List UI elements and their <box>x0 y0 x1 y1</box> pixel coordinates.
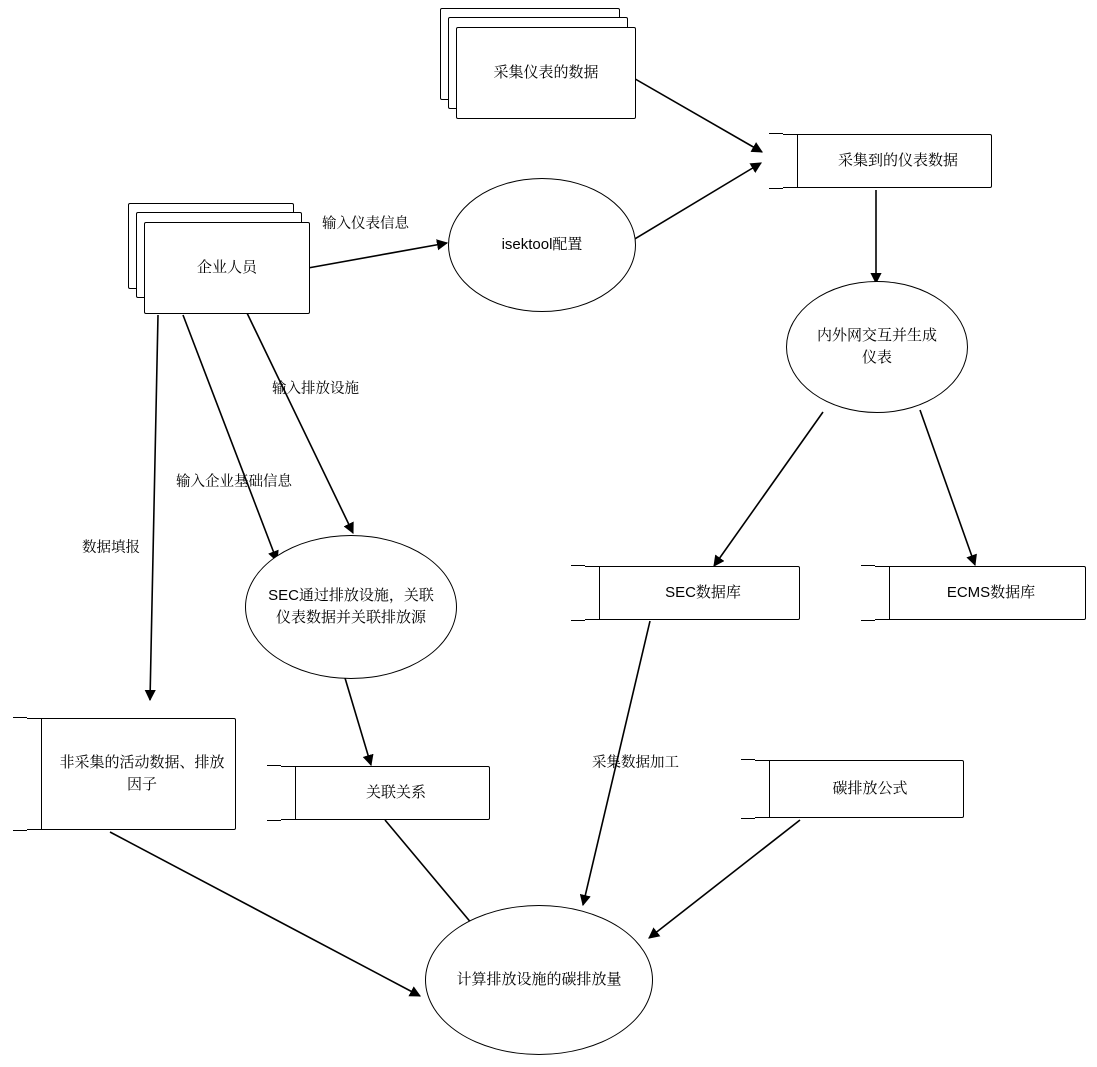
node-label: 关联关系 <box>365 784 426 802</box>
node-label: SEC数据库 <box>665 584 741 602</box>
node-label: 采集仪表的数据 <box>493 64 599 82</box>
edge-label-input-enterprise-basic: 输入企业基础信息 <box>176 474 292 490</box>
edge-secrelate-to-relation <box>345 678 371 765</box>
node-enterprise-staff[interactable] <box>144 222 310 314</box>
store-divider <box>769 761 770 817</box>
store-divider <box>889 567 890 619</box>
node-label: 计算排放设施的碳排放量 <box>456 971 622 989</box>
node-relation[interactable] <box>268 766 490 820</box>
store-divider <box>41 719 42 829</box>
node-sec-db[interactable] <box>572 566 800 620</box>
edge-label-collected-data-process: 采集数据加工 <box>592 755 679 771</box>
node-label: 采集到的仪表数据 <box>837 152 958 170</box>
node-label: 非采集的活动数据、排放因子 <box>59 754 225 793</box>
node-collected-meter-data[interactable] <box>770 134 992 188</box>
edge-relation-to-calc <box>385 820 483 937</box>
store-open-end <box>769 133 783 188</box>
edge-netinteraction-to-secdb <box>714 412 823 566</box>
edge-netinteraction-to-ecmsdb <box>920 410 975 565</box>
node-calc-carbon[interactable] <box>425 905 653 1055</box>
node-label: 碳排放公式 <box>832 780 908 798</box>
node-label: isektool配置 <box>501 236 583 254</box>
node-label: 内外网交互并生成仪表 <box>816 327 937 366</box>
store-open-end <box>741 759 755 818</box>
node-meter-data-cards[interactable] <box>456 27 636 119</box>
edge-noncollected-to-calc <box>110 832 420 996</box>
edge-label-input-meter-info: 输入仪表信息 <box>322 216 409 232</box>
edge-label-input-emission-facility: 输入排放设施 <box>272 381 359 397</box>
node-sec-relate[interactable] <box>245 535 457 679</box>
node-label: 企业人员 <box>196 259 257 277</box>
edge-meterdata-to-collected <box>630 76 762 152</box>
store-divider <box>797 135 798 187</box>
node-net-interaction[interactable] <box>786 281 968 413</box>
store-open-end <box>861 565 875 620</box>
edge-label-data-fill: 数据填报 <box>82 540 140 556</box>
node-carbon-formula[interactable] <box>742 760 964 818</box>
edge-formula-to-calc <box>649 820 800 938</box>
edge-isektool-to-collected <box>633 163 761 240</box>
node-label: SEC通过排放设施，关联仪表数据并关联排放源 <box>268 587 434 626</box>
edge-staff-to-noncollected <box>150 315 158 700</box>
edge-staff-to-secrelate-basic <box>183 315 277 561</box>
node-isektool-config[interactable] <box>448 178 636 312</box>
node-non-collected-data[interactable] <box>14 718 236 830</box>
store-divider <box>599 567 600 619</box>
store-open-end <box>13 717 27 830</box>
node-ecms-db[interactable] <box>862 566 1086 620</box>
store-open-end <box>571 565 585 620</box>
edge-staff-to-isektool <box>308 243 447 268</box>
node-label: ECMS数据库 <box>946 584 1036 602</box>
edge-staff-to-secrelate-facility <box>247 313 353 533</box>
store-divider <box>295 767 296 819</box>
store-open-end <box>267 765 281 820</box>
